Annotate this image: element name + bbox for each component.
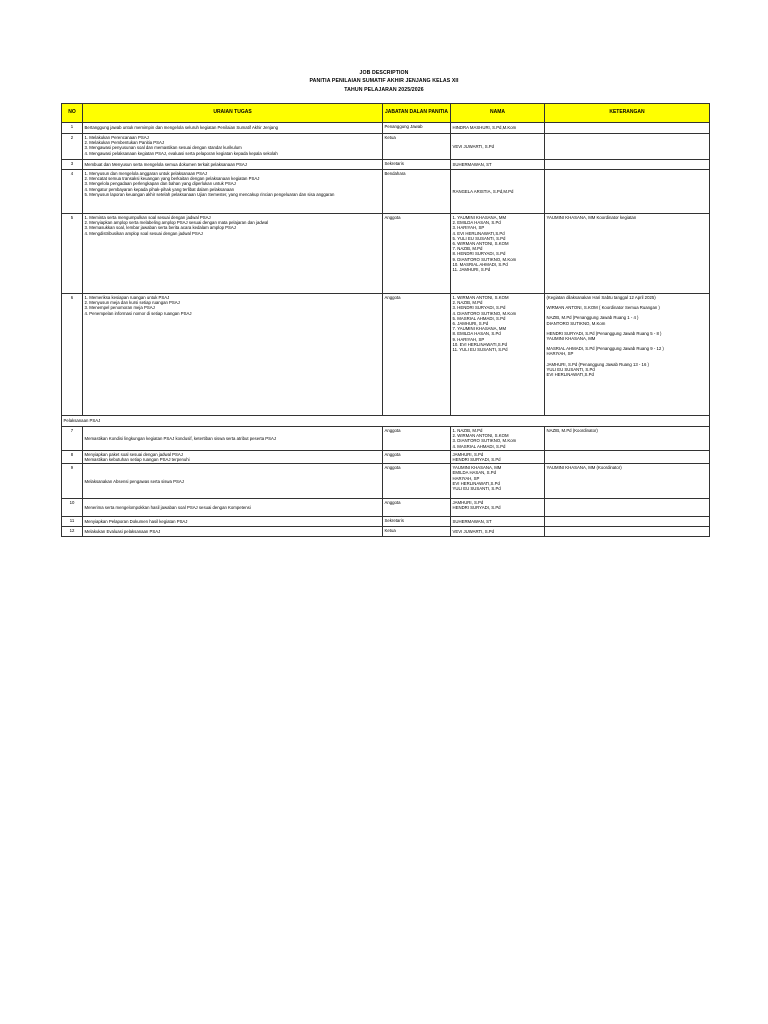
table-row [62, 134, 710, 160]
table-row [62, 527, 710, 537]
uraian-line: 3. Menempel penomoran meja PSAJ [84, 305, 155, 311]
uraian-line: 2. Melakukan Pembentukan Panitia PSAJ [84, 140, 165, 146]
keterangan-line: HARIYAH, SP [546, 351, 574, 357]
doc-title: JOB DESCRIPTION [359, 70, 409, 76]
uraian-line: 3. Mengawasi penyusunan soal dan memastikan sesuai dengan standar kurikulum [84, 145, 242, 151]
jabatan-cell: Anggota [383, 464, 451, 499]
job-description-table [61, 103, 710, 537]
nama-line: 6. WIRMAN ANTONI, S.KOM [452, 241, 509, 247]
table-row [62, 160, 710, 170]
uraian-line: 2. Mencatat semua transaksi keuangan yang berkaitan dengan pelaksanaan kegiatan PSAJ [84, 176, 260, 182]
document-titles [0, 69, 768, 94]
nama-line: HENDRI SURYADI, S.Pd [452, 505, 501, 511]
keterangan-cell [545, 214, 710, 294]
jabatan-cell: Sekretaris [383, 160, 451, 170]
uraian-cell [83, 170, 383, 214]
jabatan-cell: Penanggung Jawab [383, 123, 451, 134]
nama-line: JAMHURI, S.Pd [452, 500, 484, 506]
section-row [62, 416, 710, 427]
nama-cell [451, 464, 545, 499]
header-jabatan: JABATAN DALAN PANITIA [383, 104, 451, 123]
nama-line: 1. WIRMAN ANTONI, S.KOM [452, 295, 509, 300]
nama-line: 6. JAMHURI, S.Pd [452, 321, 489, 327]
table-header-row [62, 104, 710, 123]
nama-cell [451, 427, 545, 451]
keterangan-line: DIANTORO SUTIKNO, M.Kom [546, 320, 606, 326]
uraian-line: Bertanggung jawab untuk memimpin dan mengelola seluruh kegiatan Penilaian Sumatif Akhir Jenjang [84, 125, 278, 131]
nama-line: 10. EVI HERLINAWATI,S.Pd [452, 341, 508, 347]
nama-line: 4. DIANTORO SUTIKNO, M.Kom [452, 310, 517, 316]
nama-line: 11. JAMHURI, S.Pd [452, 267, 491, 273]
header-nama: NAMA [451, 104, 545, 123]
nama-cell [451, 294, 545, 416]
jabatan-cell: Anggota [383, 294, 451, 416]
keterangan-cell [545, 170, 710, 214]
row-number: 10 [62, 499, 83, 517]
nama-line: EVI HERLINAWATI,S.Pd [452, 480, 500, 486]
uraian-line: 3. Memasukkan soal, lembar jawaban serta berita acara kedalam amplop PSAJ [84, 225, 236, 231]
keterangan-line: EVI HERLINAWATI,S.Pd [546, 372, 594, 378]
uraian-line: Memastikan Kondisi lingkungan kegiatan PSAJ kondusif, ketertiban siswa serta atribut peserta PSAJ [84, 435, 277, 441]
jabatan-cell: Anggota [383, 214, 451, 294]
nama-line: YAUMINI KHASANA, MM [452, 465, 502, 471]
keterangan-line: YAUMINI KHASANA, MM (Koordinator) [546, 465, 622, 471]
jabatan-cell: Ketua [383, 134, 451, 160]
uraian-cell [83, 499, 383, 517]
uraian-line: 5. Menyusun laporan keuangan akhir setelah pelaksanaan Ujian Semester, yang mencakup rincian pengeluaran dan sisa anggaran [84, 191, 335, 197]
keterangan-line: JAMHURI, S.Pd (Penanggung Jawab Ruang 13 - 16 ) [546, 361, 649, 367]
keterangan-line: (Kegiatan dilaksanakan Hari Sabtu tanggal 12 April 2025) [546, 295, 656, 300]
keterangan-cell [545, 427, 710, 451]
nama-cell [451, 499, 545, 517]
uraian-line: Menyiapkan Pelaporan Dokumen hasil kegiatan PSAJ [84, 519, 188, 525]
table-row [62, 464, 710, 499]
keterangan-line: HENDRI SURYADI, S.Pd (Penanggung Jawab Ruang 5 - 8 ) [546, 330, 662, 336]
nama-line: 5. YULI EU SUSANTI, S.Pd [452, 235, 506, 241]
nama-line: 7. YAUMINI KHASANA, MM [452, 326, 507, 332]
nama-line: 4. EVI HERLINAWATI,S.Pd [452, 230, 505, 236]
row-number: 6 [62, 294, 83, 416]
nama-line: JAMHURI, S.Pd [452, 451, 484, 457]
keterangan-line: NAZIB, M.Pd (Penanggung Jawab Ruang 1 - 4 ) [546, 315, 639, 321]
nama-cell [451, 123, 545, 134]
nama-line: 2. WIRMAN ANTONI, S.KOM [452, 433, 509, 439]
keterangan-line: YAUMINI KHASANA, MM [546, 336, 596, 342]
jabatan-cell: Ketua [383, 527, 451, 537]
uraian-line: 2. Menyiapkan amplop serta melabeling amplop PSAJ sesuai dengan mata pelajaran dan jadwal [84, 220, 269, 226]
keterangan-line: YULI EU SUSANTI, S.Pd [546, 366, 595, 372]
row-number: 7 [62, 427, 83, 451]
nama-line: 4. MASRIAL AHMADI, S.Pd [452, 443, 506, 449]
uraian-line: 1. Menyusun dan mengelola anggaran untuk pelaksanaan PSAJ [84, 171, 208, 176]
row-number: 1 [62, 123, 83, 134]
row-number: 2 [62, 134, 83, 160]
keterangan-line: YAUMINI KHASANA, MM Koordinator kegiatan [546, 215, 637, 220]
uraian-line: Menerima serta mengelompokkan hasil jawaban soal PSAJ sesuai dengan Kompetensi [84, 505, 251, 511]
keterangan-line: WIRMAN ANTONI, S.KOM ( Koordinator Semua Ruangan ) [546, 305, 660, 311]
header-no: NO [62, 104, 83, 123]
nama-cell [451, 170, 545, 214]
row-number: 11 [62, 517, 83, 527]
nama-line: 7. NAZIB, M.Pd [452, 246, 483, 252]
nama-line: 3. HENDRI SURYADI, S.Pd [452, 305, 506, 311]
table-row [62, 450, 710, 463]
nama-line: 9. DIANTORO SUTIKNO, M.Kom [452, 256, 517, 262]
jabatan-cell: Anggota [383, 427, 451, 451]
keterangan-cell [545, 294, 710, 416]
nama-line: 8. HENDRI SURYADI, S.Pd [452, 251, 506, 257]
uraian-cell [83, 517, 383, 527]
uraian-cell [83, 123, 383, 134]
nama-cell [451, 527, 545, 537]
keterangan-cell [545, 134, 710, 160]
keterangan-cell [545, 527, 710, 537]
uraian-cell [83, 464, 383, 499]
uraian-cell [83, 427, 383, 451]
uraian-cell [83, 450, 383, 463]
nama-line: 3. DIANTORO SUTIKNO, M.Kom [452, 438, 517, 444]
nama-line: VEVI JUWARTI, S.Pd [452, 529, 495, 535]
nama-cell [451, 134, 545, 160]
row-number: 9 [62, 464, 83, 499]
nama-line: 2. EMILDA HASAN, S.Pd [452, 220, 501, 226]
uraian-line: Menyiapkan paket soal sesuai dengan jadwal PSAJ [84, 451, 183, 457]
uraian-line: 3. Mengelola pengadaan perlengkapan dan bahan yang diperlukan untuk PSAJ [84, 181, 236, 187]
table-body [62, 123, 710, 537]
nama-cell [451, 517, 545, 527]
uraian-line: 4. Mengawasi pelaksanaan kegiatan PSAJ, evaluasi serta pelaporan kegiatan kepada kepala sekolah [84, 150, 278, 156]
nama-line: 1. NAZIB, M.Pd [452, 428, 483, 433]
row-number: 4 [62, 170, 83, 214]
uraian-line: Memastikan kebutuhan setiap ruangan PSAJ terpenuhi [84, 457, 190, 463]
uraian-line: 1. Melakukan Perencanaan PSAJ [84, 135, 149, 140]
row-number: 8 [62, 450, 83, 463]
row-number: 3 [62, 160, 83, 170]
nama-line: 2. NAZIB, M.Pd [452, 300, 483, 306]
uraian-line: 1. Meminta serta mengumpulkan soal sesuai dengan jadwal PSAJ [84, 215, 211, 220]
uraian-cell [83, 160, 383, 170]
nama-line: SUHERMAWAN, ST [452, 161, 492, 167]
table-row [62, 427, 710, 451]
nama-line: 10. MASRIAL AHMADI, S.Pd [452, 261, 508, 267]
nama-line: RANGELA ARISTIA, S.Pd,M.Pd [452, 188, 514, 194]
uraian-line: 1. Memeriksa kesiapan ruangan untuk PSAJ [84, 295, 170, 300]
jabatan-cell: Sekretaris [383, 517, 451, 527]
keterangan-line: MASRIAL AHMADI, S.Pd (Penanggung Jawab Ruang 9 - 12 ) [546, 346, 664, 352]
doc-subtitle: PANITIA PENILAIAN SUMATIF AKHIR JENJANG KELAS XII [309, 78, 459, 85]
table-row [62, 499, 710, 517]
nama-line: 8. EMILDA HASAN, S.Pd [452, 331, 501, 337]
uraian-line: 4. Mengdistribusikan amplop soal sesuai dengan jadwal PSAJ [84, 230, 203, 236]
uraian-line: 4. Mengatur pembayaran kepada pihak-pihak yang terlibat dalam pelaksanaan [84, 186, 235, 192]
nama-line: 9. HARIYAH, SP [452, 336, 485, 342]
uraian-line: 4. Penempelan informasi nomor di setiap ruangan PSAJ [84, 310, 192, 316]
nama-cell [451, 160, 545, 170]
table-row [62, 123, 710, 134]
uraian-line: Membuat dan Menyusun serta mengelola semua dokumen terkait pelaksanaan PSAJ [84, 161, 247, 167]
nama-line: 3. HARIYAH, SP [452, 225, 485, 231]
table-row [62, 517, 710, 527]
uraian-cell [83, 134, 383, 160]
nama-line: HINDRA MASHURI, S.Pd,M.Kom [452, 125, 517, 131]
nama-line: SUHERMAWAN, ST [452, 519, 492, 525]
nama-cell [451, 450, 545, 463]
uraian-cell [83, 214, 383, 294]
header-uraian: URAIAN TUGAS [83, 104, 383, 123]
row-number: 12 [62, 527, 83, 537]
table-row [62, 214, 710, 294]
doc-year: TAHUN PELAJARAN 2025/2026 [344, 86, 424, 93]
jabatan-cell: Anggota [383, 450, 451, 463]
keterangan-cell [545, 464, 710, 499]
nama-cell [451, 214, 545, 294]
jabatan-cell: Anggota [383, 499, 451, 517]
keterangan-cell [545, 499, 710, 517]
nama-line: 5. MASRIAL AHMADI, S.Pd [452, 315, 506, 321]
keterangan-line: NAZIB, M.Pd (Koordinator) [546, 428, 598, 433]
table-row [62, 294, 710, 416]
keterangan-cell [545, 450, 710, 463]
nama-line: 11. YULI EU SUSANTI, S.Pd [452, 347, 508, 353]
nama-line: VEVI JUWARTI, S.Pd [452, 143, 495, 149]
uraian-cell [83, 527, 383, 537]
keterangan-cell [545, 517, 710, 527]
uraian-line: 2. Menyusun meja dan kursi setiap ruangan PSAJ [84, 300, 180, 306]
nama-line: YULI EU SUSANTI, S.Pd [452, 486, 501, 492]
uraian-line: Melaksanakan Absensi pengawas serta siswa PSAJ [84, 478, 184, 484]
keterangan-cell [545, 160, 710, 170]
nama-line: HARIYAH, SP [452, 475, 480, 481]
row-number: 5 [62, 214, 83, 294]
nama-line: 1. YAUMINI KHASANA, MM [452, 215, 507, 220]
uraian-cell [83, 294, 383, 416]
nama-line: HENDRI SURYADI, S.Pd [452, 457, 501, 463]
table-row [62, 170, 710, 214]
jabatan-cell: Bendahara [383, 170, 451, 214]
header-keterangan: KETERANGAN [545, 104, 710, 123]
keterangan-cell [545, 123, 710, 134]
uraian-line: Melakukan Evaluasi pelaksanaan PSAJ [84, 529, 161, 535]
section-label: Pelaksanaan PSAJ [62, 416, 710, 427]
nama-line: EMILDA HASAN, S.Pd [452, 470, 496, 476]
